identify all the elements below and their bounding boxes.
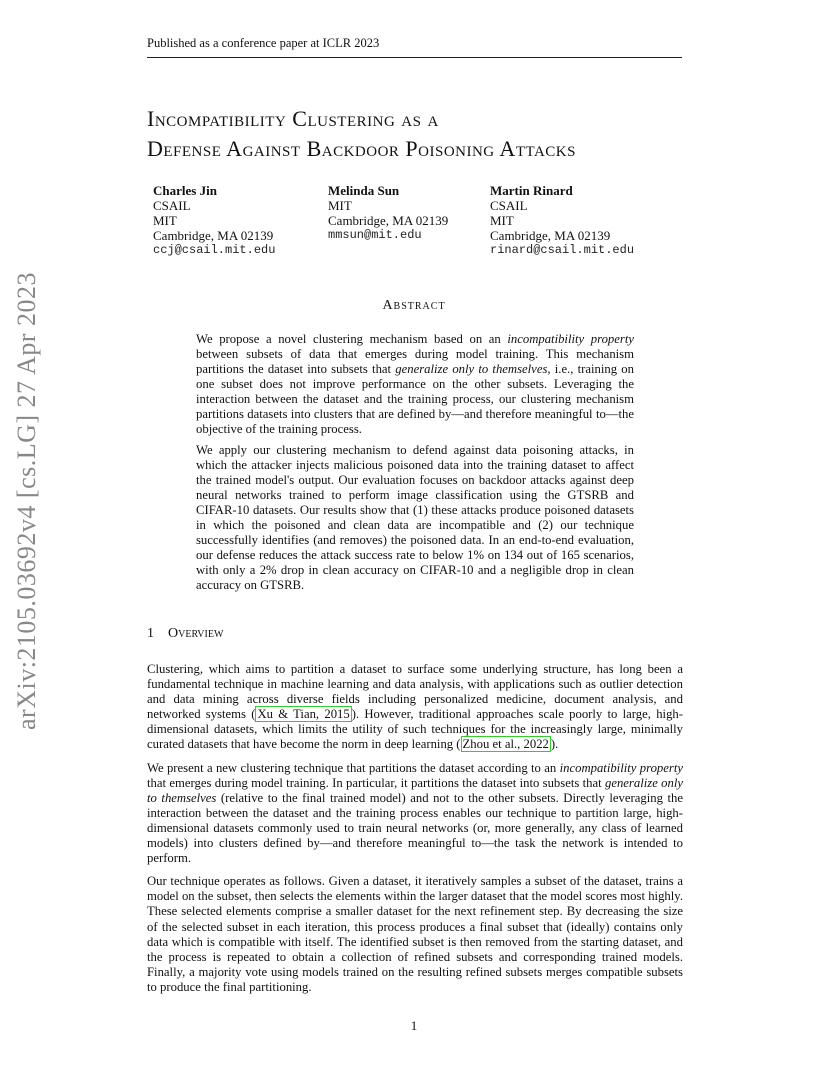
text-run: ). However, traditional approaches scale poorly to large, high-dimensional datasets, which limits the utility of such techniques for the increasingly large, minimally curated datasets that have become the norm in deep learning ( (147, 707, 683, 752)
text-run: We propose a novel clustering mechanism based on an (196, 332, 508, 346)
page-number: 1 (410, 1018, 418, 1033)
author-affiliation: MIT (490, 213, 514, 228)
text-run: ). (550, 737, 559, 752)
author-email[interactable]: rinard@csail.mit.edu (490, 243, 635, 257)
running-header: Published as a conference paper at ICLR 2023 (147, 36, 682, 58)
title-line-2: Defense Against Backdoor Poisoning Attacks (147, 136, 576, 161)
author-name: Martin Rinard (490, 183, 573, 198)
text-run: We present a new clustering technique that partitions the dataset according to an (147, 760, 560, 775)
body-text (147, 662, 683, 1003)
abstract-paragraph: We apply our clustering mechanism to defend against data poisoning attacks, in which the attacker injects malicious poisoned data into the training dataset to affect the trained model's output. Our evaluation focuses on backdoor attacks against deep neural networks trained to perform image classification using the GTSRB and CIFAR-10 datasets. Our results show that (1) these attacks produce poisoned datasets in which the poisoned and clean data are incompatible and (2) our technique successfully identifies (and removes) the poisoned data. In an end-to-end evaluation, our defense reduces the attack success rate to below 1% on 134 out of 165 scenarios, with only a 2% drop in clean accuracy on CIFAR-10 and a negligible drop in clean accuracy on GTSRB. (196, 443, 634, 592)
body-paragraph: Our technique operates as follows. Given a dataset, it iteratively samples a subset of the dataset, trains a model on the subset, then selects the elements within the larger dataset that the model scores most highly. These selected elements comprise a smaller dataset for the next refinement step. By decreasing the size of the selected subset in each iteration, this process produces a final subset that (ideally) contains only data which is compatible with itself. The identified subset is then removed from the starting dataset, and the process is repeated to obtain a collection of refined subsets and corresponding trained models. Finally, a majority vote using models trained on the resulting refined subsets merges compatible subsets to produce the final partitioning. (147, 874, 683, 994)
abstract (196, 332, 634, 599)
author-affiliation: CSAIL (153, 198, 191, 213)
emphasis: incompatibility property (507, 332, 634, 346)
section-number: 1 (147, 626, 154, 641)
emphasis: generalize only to themselves (395, 362, 548, 376)
author-1 (153, 183, 275, 258)
title-line-1: Incompatibility Clustering as a (147, 106, 439, 131)
author-address: Cambridge, MA 02139 (153, 228, 274, 243)
emphasis: incompatibility property (559, 760, 683, 775)
author-email[interactable]: mmsun@mit.edu (328, 228, 422, 242)
section-heading (147, 626, 223, 642)
author-affiliation: MIT (328, 198, 352, 213)
abstract-heading: Abstract (382, 298, 446, 313)
text-run: , i.e., training on one subset does not improve performance on the other subsets. Leveraging the interaction between the dataset and the training process, our clustering mechanism partitions datasets into clusters that are defined by—and therefore meaningful to—the objective of the training process. (196, 362, 634, 436)
text-run: between subsets of data that emerges during model training. This mechanism partitions the dataset into subsets that (196, 347, 634, 376)
section-title: Overview (168, 626, 224, 641)
author-name: Melinda Sun (328, 183, 400, 198)
body-paragraph (147, 761, 683, 867)
author-name: Charles Jin (153, 183, 217, 198)
author-address: Cambridge, MA 02139 (490, 228, 611, 243)
text-run: (relative to the final trained model) and not to the other subsets. Directly leveraging the interaction between the dataset and the training process enables our technique to partition large, high-dimensional datasets commonly used to train neural networks (or, more generally, any class of learned models) into clusters defined by—and therefore meaningful to—the task the network is intended to perform. (147, 790, 683, 866)
arxiv-stamp: arXiv:2105.03692v4 [cs.LG] 27 Apr 2023 (12, 271, 41, 730)
author-email[interactable]: ccj@csail.mit.edu (153, 243, 276, 257)
text-run: Clustering, which aims to partition a dataset to surface some underlying structure, has long been a fundamental technique in machine learning and data analysis, with applications such as outlier detection and data mining across diverse fields including personalized medicine, document analysis, and networked systems ( (147, 662, 683, 722)
author-2 (328, 183, 448, 243)
text-run: that emerges during model training. In particular, it partitions the dataset into subsets that (147, 775, 605, 790)
author-3 (490, 183, 634, 258)
author-address: Cambridge, MA 02139 (328, 213, 449, 228)
body-paragraph (147, 662, 683, 753)
author-affiliation: MIT (153, 213, 177, 228)
abstract-paragraph (196, 332, 634, 437)
citation-link[interactable]: Xu & Tian, 2015 (257, 707, 350, 722)
citation-link[interactable]: Zhou et al., 2022 (462, 737, 549, 752)
author-affiliation: CSAIL (490, 198, 528, 213)
emphasis: generalize only to themselves (147, 775, 683, 805)
paper-title (147, 104, 707, 164)
